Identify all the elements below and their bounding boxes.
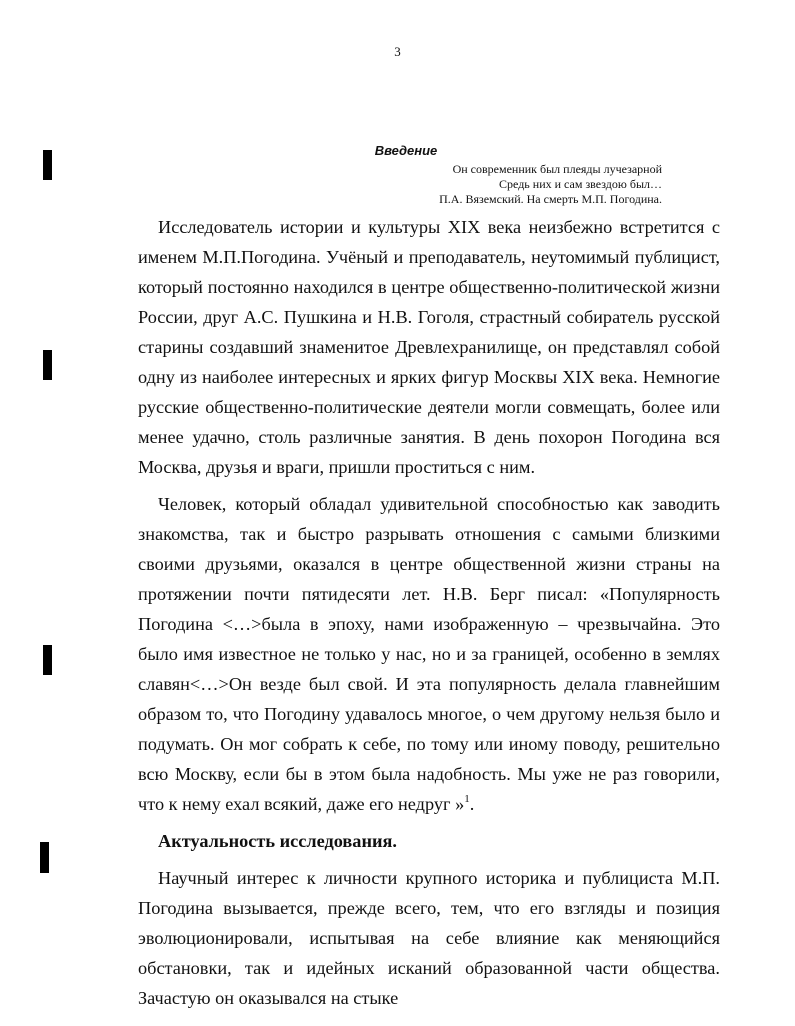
scan-mark <box>43 350 52 380</box>
section-title-introduction: Введение <box>374 143 438 158</box>
scan-mark <box>43 645 52 675</box>
scan-mark <box>40 842 49 873</box>
body-text <box>138 212 720 1020</box>
epigraph-line: Средь них и сам звездою был… <box>499 177 662 191</box>
epigraph-attribution: П.А. Вяземский. На смерть М.П. Погодина. <box>439 192 662 206</box>
paragraph-relevance: Научный интерес к личности крупного историка и публициста М.П. Погодина вызывается, прежде всего, тем, что его взгляды и позиция эволюционировали, испытывая на себе влияние как меняющийся обстановки, так и идейных исканий образованной части общества. Зачастую он оказывался на стыке <box>138 868 720 1008</box>
page-number: 3 <box>394 44 401 59</box>
paragraph-text: Человек, который обладал удивительной способностью как заводить знакомства, так и быстро разрывать отношения с самыми близкими своими друзьями, оказался в центре общественной жизни страны на протяжении почти пятидесяти лет. Н.В. Берг писал: «Популярность Погодина <…>была в эпоху, нами изображенную – чрезвычайна. Это было имя известное не только у нас, но и за границей, особенно в землях славян<…>Он везде был свой. И эта популярность делала главнейшим образом то, что Погодину удавалось многое, о чем другому нельзя было и подумать. Он мог собрать к себе, по тому или иному поводу, решительно всю Москву, если бы в этом была надобность. Мы уже не раз говорили, что к нему ехал всякий, даже его недруг » <box>138 494 720 814</box>
section-heading-relevance: Актуальность исследования. <box>158 831 397 851</box>
footnote-reference: 1 <box>464 793 470 805</box>
paragraph-berg-quote: Человек, который обладал удивительной способностью как заводить знакомства, так и быстро разрывать отношения с самыми близкими своими друзьями, оказался в центре общественной жизни страны на протяжении почти пятидесяти лет. Н.В. Берг писал: «Популярность Погодина <…>была в эпоху, нами изображенную – чрезвычайна. Это было имя известное не только у нас, но и за границей, особенно в землях славян<…>Он везде был свой. И эта популярность делала главнейшим образом то, что Погодину удавалось многое, о чем другому нельзя было и подумать. Он мог собрать к себе, по тому или иному поводу, решительно всю Москву, если бы в этом была надобность. Мы уже не раз говорили, что к нему ехал всякий, даже его недруг »$^1$. <box>138 494 720 814</box>
scan-mark <box>43 150 52 180</box>
epigraph <box>439 162 662 207</box>
epigraph-line: Он современник был плеяды лучезарной <box>452 162 662 176</box>
paragraph-intro: Исследователь истории и культуры XIX века неизбежно встретится с именем М.П.Погодина. Учёный и преподаватель, неутомимый публицист, который постоянно находился в центре общественно-политической жизни России, друг А.С. Пушкина и Н.В. Гоголя, страстный собиратель русской старины создавший знаменитое Древлехранилище, он представлял собой одну из наиболее интересных и ярких фигур Москвы XIX века. Немногие русские общественно-политические деятели могли совмещать, более или менее удачно, столь различные занятия. В день похорон Погодина вся Москва, друзья и враги, пришли проститься с ним. <box>138 217 720 477</box>
